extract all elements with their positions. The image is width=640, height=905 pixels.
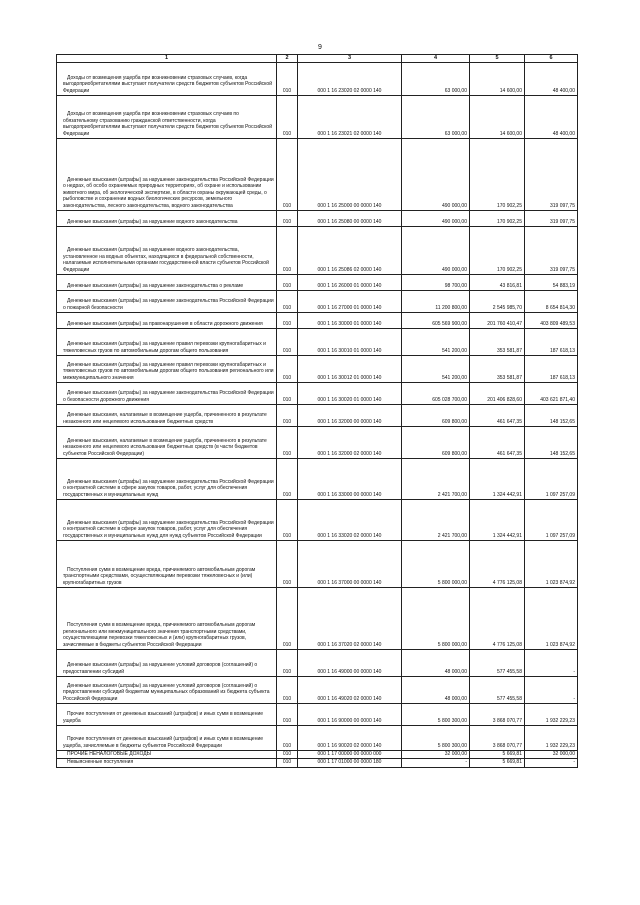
header-row (57, 55, 578, 63)
row-line-code: 010 (277, 704, 298, 726)
row-remaining-amount: 148 152,65 (525, 405, 578, 427)
name-cell (57, 275, 277, 291)
row-name: Доходы от возмещения ущерба при возникновении страховых случаев по обязательному страхованию гражданской ответственности, когда выгодоприобретателями выступают получатели средств бюджетов субъектов Российской Федерации (63, 111, 272, 137)
row-plan-amount: 11 200 800,00 (402, 291, 470, 313)
row-plan-amount: 490 000,00 (402, 211, 470, 227)
table-row (57, 96, 578, 139)
row-executed-amount: 170 902,25 (470, 227, 525, 275)
row-line-code: 010 (277, 500, 298, 541)
row-executed-amount: 201 406 828,60 (470, 383, 525, 405)
name-cell (57, 139, 277, 211)
row-remaining-amount: 403 809 489,53 (525, 313, 578, 329)
table-row (57, 427, 578, 459)
row-executed-amount: 4 776 125,08 (470, 588, 525, 650)
row-plan-amount: 2 421 700,00 (402, 500, 470, 541)
row-line-code: 010 (277, 677, 298, 704)
row-budget-code: 000 1 16 49020 02 0000 140 (298, 677, 402, 704)
row-remaining-amount: 148 152,65 (525, 427, 578, 459)
column-header: 1 (57, 55, 277, 63)
table-row (57, 704, 578, 726)
row-name: Денежные взыскания (штрафы) за нарушение законодательства о рекламе (67, 282, 244, 289)
row-line-code: 010 (277, 211, 298, 227)
row-executed-amount: 461 647,35 (470, 427, 525, 459)
row-plan-amount: 609 800,00 (402, 405, 470, 427)
column-header: 3 (298, 55, 402, 63)
row-executed-amount: 14 600,00 (470, 63, 525, 96)
row-executed-amount: 1 324 442,91 (470, 500, 525, 541)
table-row (57, 329, 578, 356)
name-cell (57, 751, 277, 759)
table-row (57, 588, 578, 650)
row-line-code: 010 (277, 139, 298, 211)
name-cell (57, 704, 277, 726)
name-cell (57, 96, 277, 139)
row-plan-amount: 2 421 700,00 (402, 459, 470, 500)
row-line-code: 010 (277, 291, 298, 313)
row-executed-amount: 3 868 070,77 (470, 726, 525, 751)
row-remaining-amount: 403 621 871,40 (525, 383, 578, 405)
row-remaining-amount: 1 097 257,09 (525, 459, 578, 500)
table-row (57, 677, 578, 704)
row-budget-code: 000 1 16 27000 01 0000 140 (298, 291, 402, 313)
row-budget-code: 000 1 16 49000 00 0000 140 (298, 650, 402, 677)
row-name: ПРОЧИЕ НЕНАЛОГОВЫЕ ДОХОДЫ (67, 751, 152, 757)
row-budget-code: 000 1 16 32000 02 0000 140 (298, 427, 402, 459)
row-budget-code: 000 1 16 33020 02 0000 140 (298, 500, 402, 541)
row-plan-amount: 63 000,00 (402, 63, 470, 96)
table-row (57, 459, 578, 500)
row-executed-amount: 1 324 442,91 (470, 459, 525, 500)
table-row (57, 313, 578, 329)
row-executed-amount: 14 600,00 (470, 96, 525, 139)
row-plan-amount: 605 569 900,00 (402, 313, 470, 329)
row-name: Денежные взыскания (штрафы) за нарушение законодательства Российской Федерации о безопасности дорожного движения (63, 390, 274, 403)
row-line-code: 010 (277, 751, 298, 759)
name-cell (57, 227, 277, 275)
table-row (57, 383, 578, 405)
row-name: Поступления сумм в возмещение вреда, причиняемого автомобильным дорогам транспортными средствами, осуществляющими перевозки тяжеловесных и (или) крупногабаритных грузов (63, 566, 256, 586)
column-header: 4 (402, 55, 470, 63)
table-row (57, 139, 578, 211)
row-budget-code: 000 1 16 25086 02 0000 140 (298, 227, 402, 275)
row-name: Денежные взыскания (штрафы) за нарушение законодательства Российской Федерации о контрактной системе в сфере закупок товаров, работ, услуг для обеспечения государственных и муниципальных нужд (63, 478, 274, 498)
row-budget-code: 000 1 16 33000 00 0000 140 (298, 459, 402, 500)
table-row (57, 291, 578, 313)
row-plan-amount: 48 000,00 (402, 677, 470, 704)
row-remaining-amount: 1 932 229,23 (525, 704, 578, 726)
row-line-code: 010 (277, 383, 298, 405)
row-plan-amount: 5 800 000,00 (402, 541, 470, 588)
name-cell (57, 650, 277, 677)
table-row (57, 650, 578, 677)
row-plan-amount: 541 200,00 (402, 329, 470, 356)
row-budget-code: 000 1 16 37000 00 0000 140 (298, 541, 402, 588)
row-budget-code: 000 1 16 23020 02 0000 140 (298, 63, 402, 96)
name-cell (57, 677, 277, 704)
row-name: Невыясненные поступления (67, 759, 134, 766)
name-cell (57, 313, 277, 329)
name-cell (57, 356, 277, 383)
table-row (57, 356, 578, 383)
row-executed-amount: 5 669,81 (470, 751, 525, 759)
row-plan-amount: - (402, 759, 470, 767)
row-budget-code: 000 1 16 37020 02 0000 140 (298, 588, 402, 650)
row-executed-amount: 3 868 070,77 (470, 704, 525, 726)
row-line-code: 010 (277, 541, 298, 588)
row-name: Денежные взыскания, налагаемые в возмещение ущерба, причиненного в результате незаконного или нецелевого использования бюджетных средств (63, 412, 267, 425)
row-remaining-amount: - (525, 677, 578, 704)
name-cell (57, 63, 277, 96)
row-plan-amount: 5 800 300,00 (402, 704, 470, 726)
row-name: Денежные взыскания (штрафы) за нарушение правил перевозки крупногабаритных и тяжеловесных грузов по автомобильным дорогам общего пользования регионального или межмуниципального значения (63, 361, 274, 381)
row-line-code: 010 (277, 427, 298, 459)
name-cell (57, 500, 277, 541)
row-executed-amount: 2 545 985,70 (470, 291, 525, 313)
row-budget-code: 000 1 16 30000 01 0000 140 (298, 313, 402, 329)
column-header: 2 (277, 55, 298, 63)
row-line-code: 010 (277, 650, 298, 677)
row-remaining-amount: 319 097,75 (525, 139, 578, 211)
row-name: Денежные взыскания (штрафы) за нарушение законодательства Российской Федерации о пожарной безопасности (63, 298, 274, 311)
row-plan-amount: 605 028 700,00 (402, 383, 470, 405)
row-plan-amount: 48 000,00 (402, 650, 470, 677)
row-name: Денежные взыскания (штрафы) за нарушение условий договоров (соглашений) о предоставлении субсидий бюджетам муниципальных образований из бюджета субъекта Российской Федерации (63, 682, 270, 702)
row-name: Денежные взыскания (штрафы) за нарушение водного законодательства (67, 218, 238, 225)
row-executed-amount: 577 455,58 (470, 677, 525, 704)
row-name: Доходы от возмещения ущерба при возникновении страховых случаев, когда выгодоприобретателями выступают получатели средств бюджетов субъектов Российской Федерации (63, 74, 272, 94)
row-executed-amount: 353 581,87 (470, 356, 525, 383)
row-executed-amount: 201 760 410,47 (470, 313, 525, 329)
revenue-table (56, 54, 578, 768)
row-line-code: 010 (277, 726, 298, 751)
row-plan-amount: 541 200,00 (402, 356, 470, 383)
row-line-code: 010 (277, 588, 298, 650)
row-budget-code: 000 1 16 25080 00 0000 140 (298, 211, 402, 227)
table-row (57, 211, 578, 227)
row-remaining-amount: 32 000,00 (525, 751, 578, 759)
name-cell (57, 588, 277, 650)
row-remaining-amount: 8 654 814,30 (525, 291, 578, 313)
name-cell (57, 759, 277, 767)
row-budget-code: 000 1 17 00000 00 0000 000 (298, 751, 402, 759)
row-line-code: 010 (277, 459, 298, 500)
row-budget-code: 000 1 16 30020 01 0000 140 (298, 383, 402, 405)
row-budget-code: 000 1 16 25000 00 0000 140 (298, 139, 402, 211)
row-remaining-amount: 54 883,19 (525, 275, 578, 291)
table-row (57, 405, 578, 427)
row-line-code: 010 (277, 63, 298, 96)
row-name: Денежные взыскания, налагаемые в возмещение ущерба, причиненного в результате незаконного или нецелевого использования бюджетных средств (в части бюджетов субъектов Российской Федерации) (63, 437, 267, 457)
row-remaining-amount: 187 618,13 (525, 329, 578, 356)
row-plan-amount: 490 000,00 (402, 139, 470, 211)
row-line-code: 010 (277, 405, 298, 427)
row-plan-amount: 32 000,00 (402, 751, 470, 759)
row-line-code: 010 (277, 313, 298, 329)
row-executed-amount: 43 816,81 (470, 275, 525, 291)
name-cell (57, 405, 277, 427)
row-name: Прочие поступления от денежных взысканий (штрафов) и иных сумм в возмещение ущерба, зачисляемые в бюджеты субъектов Российской Федерации (63, 736, 264, 749)
name-cell (57, 541, 277, 588)
row-name: Денежные взыскания (штрафы) за нарушение законодательства Российской Федерации о недрах, об особо охраняемых природных территориях, об охране и использовании животного мира, об экологической экспертизе, в области охраны окружающей среды, о рыболовстве и сохранении водных биологических ресурсов, земельного законодательства, лесного законодательства, водного законодательства (63, 176, 274, 209)
column-header: 5 (470, 55, 525, 63)
row-name: Прочие поступления от денежных взысканий (штрафов) и иных сумм в возмещение ущерба (63, 711, 264, 724)
name-cell (57, 291, 277, 313)
table-row (57, 63, 578, 96)
row-budget-code: 000 1 16 30010 01 0000 140 (298, 329, 402, 356)
row-plan-amount: 5 800 300,00 (402, 726, 470, 751)
table-row (57, 751, 578, 759)
row-name: Денежные взыскания (штрафы) за правонарушения в области дорожного движения (67, 320, 263, 327)
row-remaining-amount: 1 932 229,23 (525, 726, 578, 751)
row-line-code: 010 (277, 356, 298, 383)
row-name: Денежные взыскания (штрафы) за нарушение водного законодательства, установленное на водных объектах, находящихся в федеральной собственности, налагаемые исполнительными органами государственной власти субъектов Российской Федерации (63, 247, 269, 273)
row-name: Денежные взыскания (штрафы) за нарушение правил перевозки крупногабаритных и тяжеловесных грузов по автомобильным дорогам общего пользования (63, 341, 266, 354)
row-remaining-amount: 319 097,75 (525, 211, 578, 227)
row-name: Денежные взыскания (штрафы) за нарушение условий договоров (соглашений) о предоставлении субсидий (63, 662, 258, 675)
row-line-code: 010 (277, 275, 298, 291)
table-row (57, 500, 578, 541)
row-plan-amount: 490 000,00 (402, 227, 470, 275)
name-cell (57, 726, 277, 751)
row-plan-amount: 5 800 000,00 (402, 588, 470, 650)
row-remaining-amount: 1 097 257,09 (525, 500, 578, 541)
row-budget-code: 000 1 16 32000 00 0000 140 (298, 405, 402, 427)
row-executed-amount: 461 647,35 (470, 405, 525, 427)
name-cell (57, 211, 277, 227)
table-row (57, 759, 578, 767)
row-remaining-amount: 1 023 874,92 (525, 541, 578, 588)
row-remaining-amount: - (525, 650, 578, 677)
row-executed-amount: 170 902,25 (470, 211, 525, 227)
row-line-code: 010 (277, 329, 298, 356)
row-plan-amount: 63 000,00 (402, 96, 470, 139)
row-remaining-amount: 48 400,00 (525, 96, 578, 139)
column-header: 6 (525, 55, 578, 63)
row-budget-code: 000 1 16 30012 01 0000 140 (298, 356, 402, 383)
name-cell (57, 383, 277, 405)
row-budget-code: 000 1 16 26000 01 0000 140 (298, 275, 402, 291)
row-remaining-amount: 48 400,00 (525, 63, 578, 96)
row-remaining-amount: 1 023 874,92 (525, 588, 578, 650)
row-plan-amount: 609 800,00 (402, 427, 470, 459)
row-budget-code: 000 1 17 01000 00 0000 180 (298, 759, 402, 767)
table-row (57, 726, 578, 751)
row-executed-amount: 4 776 125,08 (470, 541, 525, 588)
row-budget-code: 000 1 16 90000 00 0000 140 (298, 704, 402, 726)
name-cell (57, 427, 277, 459)
row-remaining-amount: - (525, 759, 578, 767)
row-remaining-amount: 187 618,13 (525, 356, 578, 383)
table-row (57, 541, 578, 588)
page-number: 9 (318, 44, 322, 51)
row-budget-code: 000 1 16 90020 02 0000 140 (298, 726, 402, 751)
row-line-code: 010 (277, 96, 298, 139)
table-row (57, 275, 578, 291)
row-line-code: 010 (277, 227, 298, 275)
row-executed-amount: 170 902,25 (470, 139, 525, 211)
row-remaining-amount: 319 097,75 (525, 227, 578, 275)
name-cell (57, 459, 277, 500)
row-name: Поступления сумм в возмещение вреда, причиняемого автомобильным дорогам регионального или межмуниципального значения транспортными средствами, осуществляющими перевозки тяжеловесных и (или) крупногабаритных грузов, зачисляемые в бюджеты субъектов Российской Федерации (63, 622, 256, 648)
row-name: Денежные взыскания (штрафы) за нарушение законодательства Российской Федерации о контрактной системе в сфере закупок товаров, работ, услуг для обеспечения государственных и муниципальных нужд для нужд субъектов Российской Федерации (63, 519, 274, 539)
row-budget-code: 000 1 16 23021 02 0000 140 (298, 96, 402, 139)
name-cell (57, 329, 277, 356)
table-row (57, 227, 578, 275)
row-executed-amount: 353 581,87 (470, 329, 525, 356)
row-plan-amount: 98 700,00 (402, 275, 470, 291)
row-executed-amount: 577 455,58 (470, 650, 525, 677)
row-line-code: 010 (277, 759, 298, 767)
row-executed-amount: 5 669,81 (470, 759, 525, 767)
